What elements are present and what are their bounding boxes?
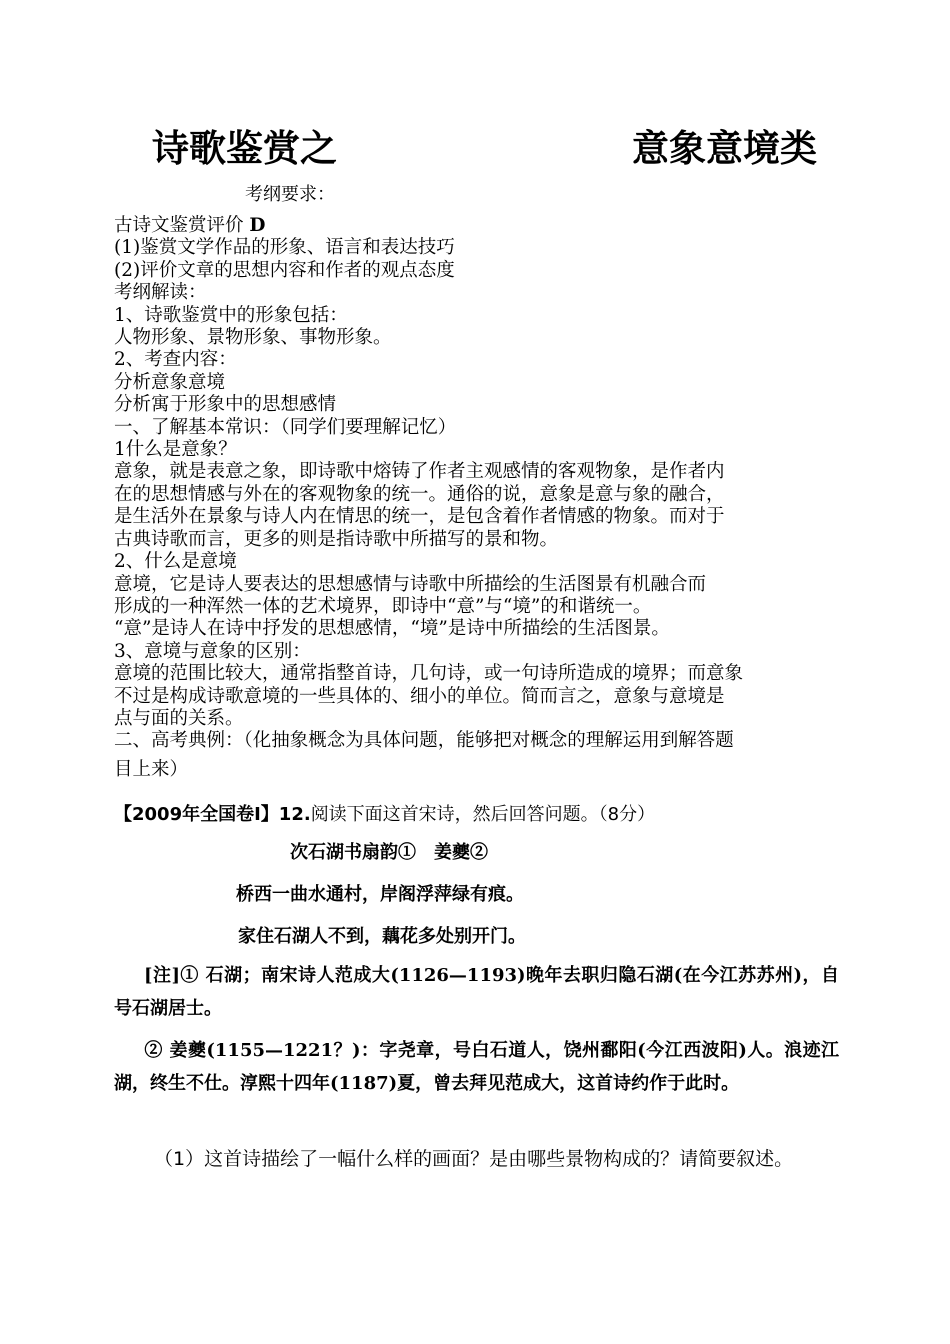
exam-instruction: 阅读下面这首宋诗，然后回答问题。（8分） bbox=[310, 804, 656, 825]
body-line: 形成的一种浑然一体的艺术境界，即诗中“意”与“境”的和谐统一。 bbox=[114, 595, 652, 617]
exam-question-header bbox=[114, 800, 655, 826]
poem-line-2: 家住石湖人不到，藕花多处别开门。 bbox=[238, 926, 526, 947]
body-line: 目上来） bbox=[114, 758, 189, 780]
requirement-line-3: (2)评价文章的思想内容和作者的观点态度 bbox=[114, 259, 455, 281]
body-line: 意境的范围比较大，通常指整首诗，几句诗，或一句诗所造成的境界；而意象 bbox=[114, 663, 744, 685]
body-line: “意”是诗人在诗中抒发的思想感情，“境”是诗中所描绘的生活图景。 bbox=[114, 618, 670, 640]
body-line: 1什么是意象？ bbox=[114, 439, 237, 461]
syllabus-heading: 考纲要求： bbox=[245, 184, 335, 205]
question-number: 12. bbox=[278, 804, 311, 825]
body-line: 2、什么是意境 bbox=[114, 551, 237, 573]
question-1-text: （1）这首诗描绘了一幅什么样的画面？是由哪些景物构成的？请简要叙述。 bbox=[154, 1148, 794, 1170]
page-title-left: 诗歌鉴赏之 bbox=[152, 126, 337, 170]
requirement-line-1 bbox=[114, 215, 839, 237]
body-line: 人物形象、景物形象、事物形象。 bbox=[114, 327, 392, 349]
body-line: 是生活外在景象与诗人内在情思的统一，是包含着作者情感的物象。而对于 bbox=[114, 506, 725, 528]
requirement-line-2: (1)鉴赏文学作品的形象、语言和表达技巧 bbox=[114, 237, 455, 259]
page-title-right: 意象意境类 bbox=[632, 126, 817, 170]
body-line: 3、意境与意象的区别： bbox=[114, 640, 311, 662]
requirement-line-1-text: 古诗文鉴赏评价 bbox=[114, 215, 250, 236]
poem-title: 次石湖书扇韵① 姜夔② bbox=[290, 842, 488, 863]
body-line: 二、高考典例：（化抽象概念为具体问题，能够把对概念的理解运用到解答题 bbox=[114, 730, 734, 752]
body-line: 2、考查内容： bbox=[114, 349, 237, 371]
body-line: 1、诗歌鉴赏中的形象包括： bbox=[114, 304, 348, 326]
body-line: 不过是构成诗歌意境的一些具体的、细小的单位。简而言之，意象与意境是 bbox=[114, 685, 725, 707]
requirement-level: D bbox=[249, 215, 266, 236]
annotation-1-text: [注]① 石湖；南宋诗人范成大(1126—1193)晚年去职归隐石湖(在今江苏苏州)，自号石湖居士。 bbox=[114, 965, 839, 1019]
body-line: 意象，就是表意之象，即诗歌中熔铸了作者主观感情的客观物象，是作者内 bbox=[114, 461, 725, 483]
body-line: 在的思想情感与外在的客观物象的统一。通俗的说，意象是意与象的融合， bbox=[114, 483, 725, 505]
annotation-2-text: ② 姜夔(1155—1221？)：字尧章，号白石道人，饶州鄱阳(今江西波阳)人。浪迹江湖，终生不仕。淳熙十四年(1187)夏，曾去拜见范成大，这首诗约作于此时。 bbox=[114, 1040, 839, 1094]
annotation-1 bbox=[114, 959, 839, 1025]
body-line: 点与面的关系。 bbox=[114, 707, 244, 729]
exam-source: 【2009年全国卷Ⅰ】 bbox=[114, 804, 279, 825]
body-line: 古典诗歌而言，更多的则是指诗歌中所描写的景和物。 bbox=[114, 528, 559, 550]
body-line: 分析寓于形象中的思想感情 bbox=[114, 394, 337, 416]
poem-line-1: 桥西一曲水通村，岸阁浮萍绿有痕。 bbox=[236, 884, 524, 905]
body-text bbox=[114, 215, 839, 781]
body-line: 意境，它是诗人要表达的思想感情与诗歌中所描绘的生活图景有机融合而 bbox=[114, 573, 707, 595]
body-line: 考纲解读： bbox=[114, 282, 207, 304]
body-line: 一、了解基本常识：（同学们要理解记忆） bbox=[114, 416, 457, 438]
annotation-2 bbox=[114, 1034, 839, 1100]
body-line: 分析意象意境 bbox=[114, 371, 226, 393]
question-1 bbox=[114, 1143, 839, 1176]
